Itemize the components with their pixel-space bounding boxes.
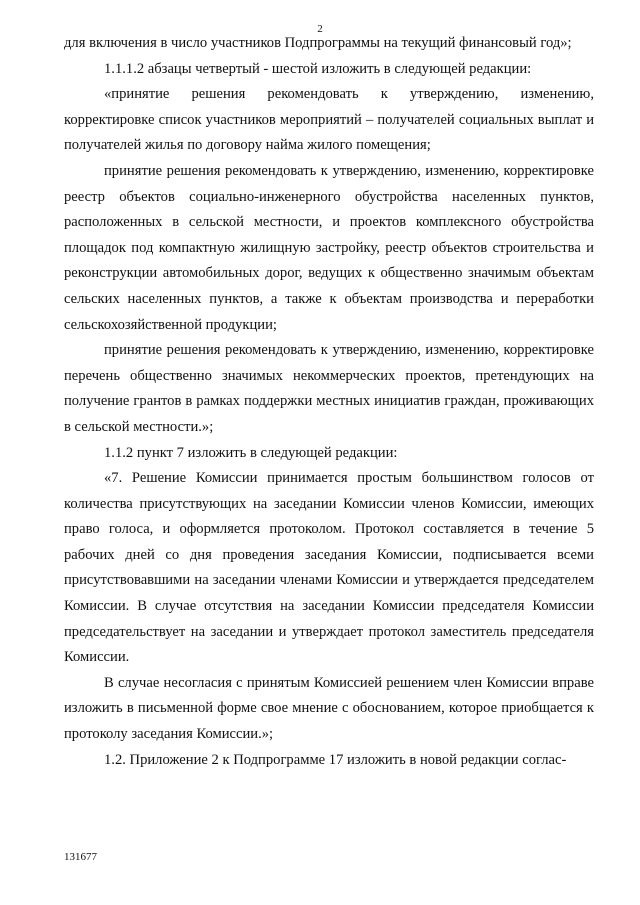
paragraph-item-7: «7. Решение Комиссии принимается простым большинством голосов от количества присутствующих на заседании Комиссии членов Комиссии, имеющих право голоса, и оформляется протоколом. Протокол составляется в течение 5 рабочих дней со дня проведения заседания Комиссии, подписывается всеми присутствовавшими на заседании членами Комиссии и утверждается председателем Комиссии. В случае отсутствия на заседании Комиссии председателя Комиссии председательствует на заседании и утверждает протокол заместитель председателя Комиссии. — [64, 470, 594, 666]
paragraph-disagreement: В случае несогласия с принятым Комиссией решением член Комиссии вправе изложить в письменной форме свое мнение с обоснованием, которое приобщается к протоколу заседания Комиссии.»; — [64, 674, 594, 743]
paragraph-clause-1-1-1-2: 1.1.1.2 абзацы четвертый - шестой изложить в следующей редакции: — [104, 60, 532, 77]
paragraph-decision-registry: принятие решения рекомендовать к утверждению, изменению, корректировке реестр объектов социально-инженерного обустройства населенных пунктов, расположенных в сельской местности, и проектов комплексного обустройства площадок под компактную жилищную застройку, реестр объектов строительства и реконструкции автомобильных дорог, ведущих к общественно значимым объектам сельских населенных пунктов, а также к объектам производства и переработки сельскохозяйственной продукции; — [64, 162, 594, 333]
page-number: 2 — [317, 23, 323, 35]
paragraph-continuation: для включения в число участников Подпрограммы на текущий финансовый год»; — [64, 35, 572, 51]
paragraph-decision-projects: принятие решения рекомендовать к утверждению, изменению, корректировке перечень общественно значимых некоммерческих проектов, претендующих на получение грантов в рамках поддержки местных инициатив граждан, проживающих в сельской местности.»; — [64, 342, 594, 435]
document-body — [64, 31, 594, 773]
paragraph-clause-1-2: 1.2. Приложение 2 к Подпрограмме 17 изложить в новой редакции соглас- — [104, 751, 567, 768]
paragraph-decision-participants: «принятие решения рекомендовать к утверждению, изменению, корректировке список участников мероприятий – получателей социальных выплат и получателей жилья по договору найма жилого помещения; — [64, 86, 594, 154]
footer-code: 131677 — [64, 851, 97, 863]
paragraph-clause-1-1-2: 1.1.2 пункт 7 изложить в следующей редакции: — [104, 444, 398, 461]
